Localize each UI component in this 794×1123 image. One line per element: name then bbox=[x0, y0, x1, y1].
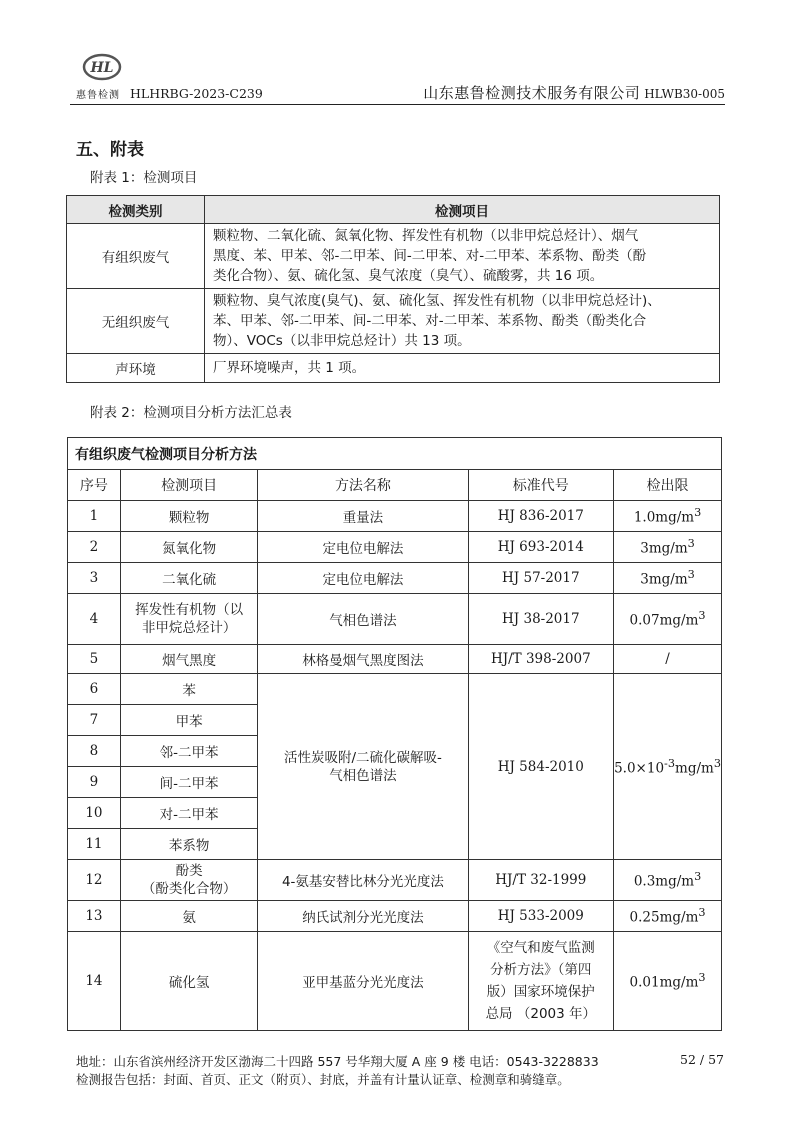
header-method: 方法名称 bbox=[258, 470, 468, 501]
row-item: 氮氧化物 bbox=[120, 532, 258, 563]
table-row bbox=[68, 901, 722, 932]
table1-header-items: 检测项目 bbox=[205, 196, 720, 224]
row-standard: HJ/T 32-1999 bbox=[468, 860, 614, 901]
limit-sup: 3 bbox=[698, 971, 706, 985]
row-no: 9 bbox=[68, 767, 121, 798]
row-no: 1 bbox=[68, 501, 121, 532]
row-no: 14 bbox=[68, 932, 121, 1031]
limit-sup: 3 bbox=[713, 756, 721, 770]
row-standard: HJ 533-2009 bbox=[468, 901, 614, 932]
row-limit bbox=[614, 532, 722, 563]
limit-sup: 3 bbox=[687, 537, 695, 551]
limit-value: 0.01mg/m bbox=[629, 974, 699, 991]
logo-mark: HL bbox=[90, 60, 114, 76]
row-limit bbox=[614, 594, 722, 645]
header-standard: 标准代号 bbox=[468, 470, 614, 501]
row-item: 颗粒物 bbox=[120, 501, 258, 532]
row-item: 二氧化硫 bbox=[120, 563, 258, 594]
items-line: 颗粒物、臭气浓度(臭气)、氨、硫化氢、挥发性有机物（以非甲烷总烃计)、 bbox=[213, 293, 661, 309]
row-method: 亚甲基蓝分光光度法 bbox=[258, 932, 468, 1031]
limit-sup: 3 bbox=[687, 568, 695, 582]
row-item: 邻-二甲苯 bbox=[120, 736, 258, 767]
items-line: 黑度、苯、甲苯、邻-二甲苯、间-二甲苯、对-二甲苯、苯系物、酚类（酚 bbox=[213, 248, 647, 264]
group-limit bbox=[614, 674, 722, 860]
item-line: 挥发性有机物（以 bbox=[135, 602, 244, 618]
page-header bbox=[70, 52, 725, 104]
footer-contents: 检测报告包括：封面、首页、正文（附页）、封底，并盖有计量认证章、检测章和骑缝章。 bbox=[76, 1072, 570, 1087]
table-row bbox=[67, 289, 720, 354]
category-cell: 有组织废气 bbox=[67, 224, 205, 289]
method-line: 活性炭吸附/二硫化碳解吸- bbox=[283, 749, 442, 766]
row-limit bbox=[614, 501, 722, 532]
item-line: 酚类 bbox=[175, 863, 203, 879]
table-row bbox=[68, 501, 722, 532]
row-method: 气相色谱法 bbox=[258, 594, 468, 645]
row-item bbox=[120, 860, 258, 901]
row-method: 4-氨基安替比林分光光度法 bbox=[258, 860, 468, 901]
limit-sup: 3 bbox=[698, 609, 706, 623]
table2-caption: 附表 2：检测项目分析方法汇总表 bbox=[90, 405, 292, 421]
table2-title-row bbox=[68, 438, 722, 470]
item-line: （酚类化合物） bbox=[141, 881, 237, 897]
row-limit: / bbox=[614, 645, 722, 674]
row-no: 4 bbox=[68, 594, 121, 645]
page-footer bbox=[76, 1052, 724, 1088]
category-cell: 无组织废气 bbox=[67, 289, 205, 354]
limit-unit: mg/m bbox=[675, 760, 714, 777]
table-row bbox=[68, 674, 722, 705]
row-standard: HJ 693-2014 bbox=[468, 532, 614, 563]
limit-value: 3mg/m bbox=[640, 571, 688, 588]
header-item: 检测项目 bbox=[120, 470, 258, 501]
row-standard bbox=[468, 932, 614, 1031]
limit-sup: 3 bbox=[698, 906, 706, 920]
row-no: 12 bbox=[68, 860, 121, 901]
row-item: 对-二甲苯 bbox=[120, 798, 258, 829]
footer-address: 地址：山东省滨州经济开发区渤海二十四路 557 号华翔大厦 A 座 9 楼 电话：0543-3228833 bbox=[76, 1054, 599, 1069]
company-title: 山东惠鲁检测技术服务有限公司 bbox=[423, 84, 641, 102]
company-logo bbox=[76, 52, 130, 100]
logo-emblem-icon bbox=[82, 52, 122, 86]
table-row bbox=[67, 224, 720, 289]
table-row bbox=[68, 860, 722, 901]
table1-header-category: 检测类别 bbox=[67, 196, 205, 224]
limit-sup: 3 bbox=[694, 506, 702, 520]
row-item: 烟气黑度 bbox=[120, 645, 258, 674]
row-item: 硫化氢 bbox=[120, 932, 258, 1031]
limit-value: 0.07mg/m bbox=[629, 612, 699, 629]
row-limit bbox=[614, 901, 722, 932]
table-row bbox=[68, 563, 722, 594]
items-cell bbox=[205, 354, 720, 383]
section-title: 五、附表 bbox=[76, 140, 144, 160]
logo-text: 惠鲁检测 bbox=[76, 90, 120, 101]
limit-sup: 3 bbox=[694, 870, 702, 884]
row-no: 11 bbox=[68, 829, 121, 860]
limit-value: 3mg/m bbox=[640, 540, 688, 557]
method-line: 气相色谱法 bbox=[329, 767, 397, 784]
row-method: 定电位电解法 bbox=[258, 532, 468, 563]
group-standard: HJ 584-2010 bbox=[468, 674, 614, 860]
row-item: 苯 bbox=[120, 674, 258, 705]
category-cell: 声环境 bbox=[67, 354, 205, 383]
row-item bbox=[120, 594, 258, 645]
header-no: 序号 bbox=[68, 470, 121, 501]
row-method: 定电位电解法 bbox=[258, 563, 468, 594]
limit-value: 1.0mg/m bbox=[633, 509, 695, 526]
limit-value: 0.3mg/m bbox=[633, 873, 695, 890]
table1-caption: 附表 1：检测项目 bbox=[90, 170, 198, 186]
row-no: 8 bbox=[68, 736, 121, 767]
row-no: 7 bbox=[68, 705, 121, 736]
row-no: 3 bbox=[68, 563, 121, 594]
row-item: 氨 bbox=[120, 901, 258, 932]
company-name bbox=[423, 82, 725, 103]
table-row bbox=[68, 594, 722, 645]
row-limit bbox=[614, 563, 722, 594]
table-row bbox=[68, 532, 722, 563]
form-code: HLWB30-005 bbox=[644, 87, 725, 101]
row-no: 10 bbox=[68, 798, 121, 829]
row-no: 6 bbox=[68, 674, 121, 705]
row-no: 13 bbox=[68, 901, 121, 932]
table2-title: 有组织废气检测项目分析方法 bbox=[68, 438, 722, 470]
group-method bbox=[258, 674, 468, 860]
items-cell bbox=[205, 289, 720, 354]
items-cell bbox=[205, 224, 720, 289]
analysis-methods-table bbox=[67, 437, 722, 1031]
limit-exponent: -3 bbox=[664, 756, 676, 770]
standard-line: 分析方法》（第四 bbox=[490, 962, 592, 978]
row-no: 5 bbox=[68, 645, 121, 674]
table-row bbox=[68, 932, 722, 1031]
item-line: 非甲烷总烃计） bbox=[141, 620, 237, 636]
row-item: 间-二甲苯 bbox=[120, 767, 258, 798]
table2-header-row bbox=[68, 470, 722, 501]
items-line: 厂界环境噪声，共 1 项。 bbox=[213, 360, 366, 376]
row-item: 甲苯 bbox=[120, 705, 258, 736]
row-method: 重量法 bbox=[258, 501, 468, 532]
row-standard: HJ/T 398-2007 bbox=[468, 645, 614, 674]
header-divider bbox=[70, 104, 725, 105]
row-item: 苯系物 bbox=[120, 829, 258, 860]
row-limit bbox=[614, 860, 722, 901]
items-line: 苯、甲苯、邻-二甲苯、间-二甲苯、对-二甲苯、苯系物、酚类（酚类化合 bbox=[213, 313, 647, 329]
standard-line: 总局 （2003 年） bbox=[485, 1006, 597, 1022]
limit-value: 0.25mg/m bbox=[629, 909, 699, 926]
items-line: 物）、VOCs（以非甲烷总烃计）共 13 项。 bbox=[213, 333, 471, 349]
limit-mantissa: 5.0×10 bbox=[614, 760, 665, 777]
row-standard: HJ 836-2017 bbox=[468, 501, 614, 532]
table-row bbox=[67, 354, 720, 383]
row-standard: HJ 38-2017 bbox=[468, 594, 614, 645]
row-method: 林格曼烟气黑度图法 bbox=[258, 645, 468, 674]
standard-line: 版）国家环境保护 bbox=[486, 984, 595, 1000]
report-number: HLHRBG-2023-C239 bbox=[130, 86, 263, 101]
standard-line: 《空气和废气监测 bbox=[486, 940, 595, 956]
header-limit: 检出限 bbox=[614, 470, 722, 501]
row-limit bbox=[614, 932, 722, 1031]
table-row bbox=[68, 645, 722, 674]
row-standard: HJ 57-2017 bbox=[468, 563, 614, 594]
items-line: 颗粒物、二氧化硫、氮氧化物、挥发性有机物（以非甲烷总烃计）、烟气 bbox=[213, 228, 639, 244]
detection-items-table bbox=[66, 195, 720, 383]
row-no: 2 bbox=[68, 532, 121, 563]
page-number: 52 / 57 bbox=[680, 1052, 724, 1067]
items-line: 类化合物）、氨、硫化氢、臭气浓度（臭气）、硫酸雾，共 16 项。 bbox=[213, 268, 604, 284]
row-method: 纳氏试剂分光光度法 bbox=[258, 901, 468, 932]
